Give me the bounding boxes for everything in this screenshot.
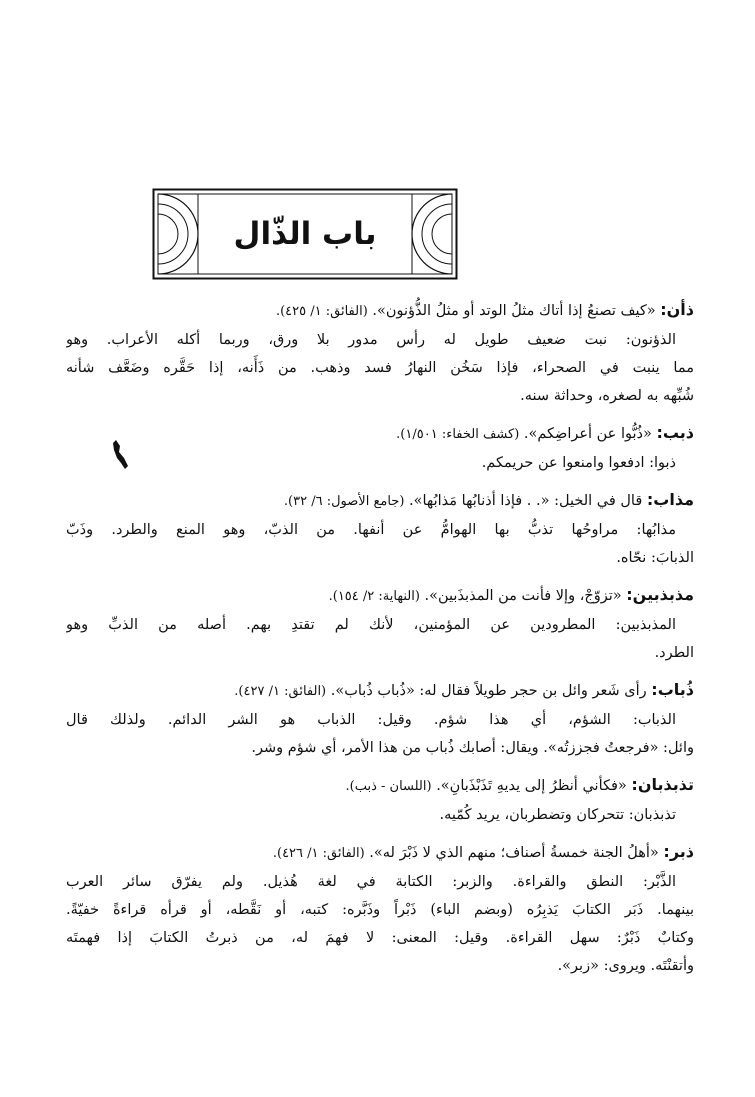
entry-line: مذابُها: مراوحُها تذبُّ بها الهوامُّ عن أنفها. من الذبّ، وهو المنع والطرد. وذَبّ bbox=[66, 522, 676, 538]
entry-line: وأتقنْتَه. ويروى: «زبر». bbox=[557, 958, 694, 974]
entry-quote: رأى شَعر وائل بن حجر طويلاً فقال له: «ذُباب ذُباب». bbox=[330, 683, 647, 699]
entry-reference: (النهاية: ٢/ ١٥٤). bbox=[328, 589, 420, 604]
entry-dhabab bbox=[66, 419, 694, 477]
entry-line: مما ينبت في الصحراء، فإذا سَخُن النهارُ فسد وذهب. من ذَأَنه، إذا حَقَّره وضَعَّف شأنه bbox=[66, 360, 694, 376]
entry-line: بينهما. ذَبَر الكتابَ يَذبِرُه (وبضم الباء) ذَبْراً وذَبَّره: كتبه، أو نَقَّطه، أو قرأه قراءةً خفيّةً. bbox=[66, 902, 694, 918]
headword: ذبب: bbox=[656, 423, 694, 442]
entry-reference: (الفائق: ١/ ٤٢٥). bbox=[275, 304, 368, 319]
headword: مذاب: bbox=[646, 490, 694, 509]
headword: تذبذبان: bbox=[631, 775, 694, 794]
headword: ذُباب: bbox=[651, 680, 694, 699]
entry-reference: (كشف الخفاء: ١/٥٠١). bbox=[396, 427, 520, 442]
entry-line: الذباب: الشؤم، أي هذا شؤم. وقيل: الذباب هو الشر الدائم. ولذلك قال bbox=[66, 712, 676, 728]
entry-quote: قال في الخيل: «. . فإذا أذنابُها مَذابُها». bbox=[409, 493, 643, 509]
headword: مذبذبين: bbox=[626, 585, 694, 604]
entry-dhabr bbox=[66, 838, 694, 980]
entry-line: تذبذبان: تتحركان وتضطربان، يريد كُمّيه. bbox=[439, 807, 676, 823]
entry-reference: (جامع الأصول: ٦/ ٣٢). bbox=[283, 494, 405, 509]
entry-line: شُبِّهه به لصغره، وحداثة سنه. bbox=[520, 388, 694, 404]
entry-quote: «تزوّجْ، وإلا فأنت من المذبذَبين». bbox=[424, 588, 622, 604]
entry-line: وكتابٌ ذَبْرٌ: سهل القراءة. وقيل: المعنى: لا فهمَ له، من ذبرتُ الكتابَ إذا فهمتَه bbox=[66, 930, 694, 946]
entry-dhubab bbox=[66, 676, 694, 762]
entry-dhaan bbox=[66, 296, 694, 410]
headword: ذبر: bbox=[663, 842, 694, 861]
entry-quote: «ذُبُّوا عن أعراضِكم». bbox=[523, 426, 652, 442]
dictionary-entries bbox=[66, 296, 694, 989]
chapter-title: باب الذّال bbox=[233, 216, 377, 252]
entry-line: وائل: «فرجعتُ فجززتُه». ويقال: أصابك ذُباب من هذا الأمر، أي شؤم وشر. bbox=[251, 740, 694, 756]
entry-line: الذَّبْر: النطق والقراءة. والزبر: الكتابة في لغة هُذيل. ولم يفرّق سائر العرب bbox=[66, 874, 676, 890]
headword: ذأن: bbox=[660, 300, 694, 319]
entry-line: الذؤنون: نبت ضعيف طويل له رأس مدور بلا ورق، وربما أكله الأعراب. وهو bbox=[66, 332, 676, 348]
entry-reference: (الفائق: ١/ ٤٢٦). bbox=[272, 846, 365, 861]
entry-mudhabdhabin bbox=[66, 581, 694, 667]
entry-madhab bbox=[66, 486, 694, 572]
entry-quote: «فكأني أنظرُ إلى يديهِ تَذَبْذَبانِ». bbox=[436, 778, 627, 794]
entry-line: الذبابَ: نحّاه. bbox=[616, 550, 694, 566]
entry-reference: (اللسان - ذبب). bbox=[345, 779, 432, 794]
chapter-title-frame bbox=[152, 188, 458, 280]
entry-tadhabdhaban bbox=[66, 771, 694, 829]
entry-quote: «أهلُ الجنة خمسةُ أصناف؛ منهم الذي لا ذَبْرَ له». bbox=[369, 845, 659, 861]
entry-line: المذبذبين: المطرودين عن المؤمنين، لأنك لم تقتدِ بهم. أصله من الذبِّ وهو bbox=[66, 617, 676, 633]
entry-quote: «كيف تصنعُ إذا أتاك مثلُ الوتد أو مثلُ الذُّؤنون». bbox=[372, 303, 656, 319]
entry-reference: (الفائق: ١/ ٤٢٧). bbox=[234, 684, 327, 699]
entry-line: الطرد. bbox=[654, 645, 694, 661]
entry-line: ذبوا: ادفعوا وامنعوا عن حريمكم. bbox=[481, 455, 676, 471]
